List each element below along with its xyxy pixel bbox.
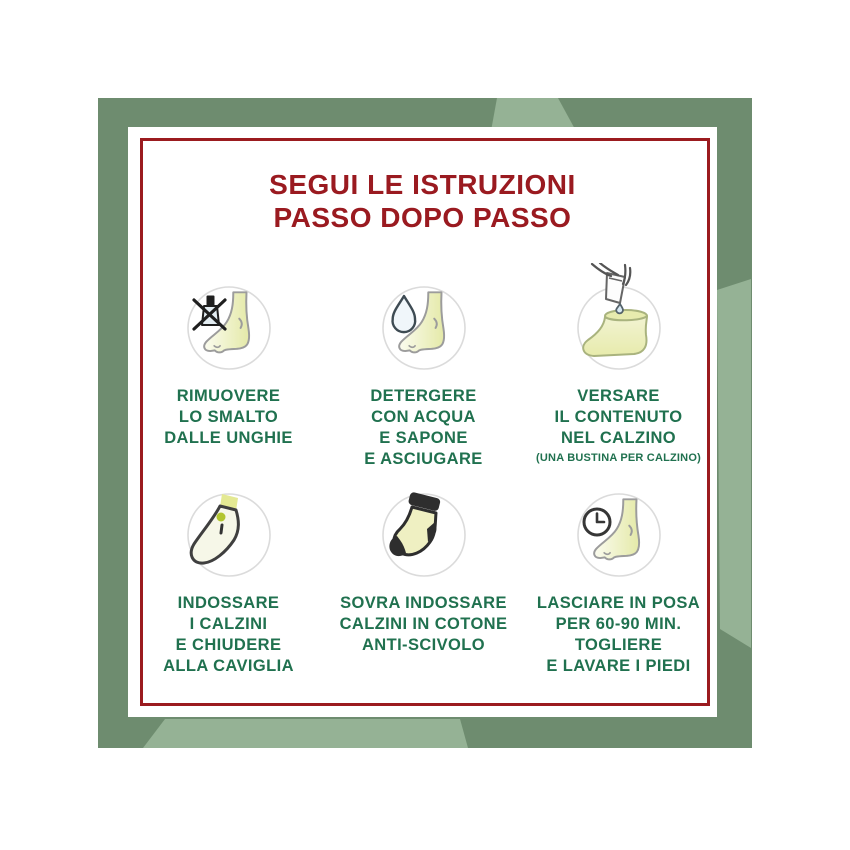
step-2	[326, 286, 521, 470]
foot-water-drop-icon	[359, 263, 489, 393]
poster-title	[128, 168, 717, 234]
step-6-icon-circle	[577, 493, 661, 577]
foot-timer-icon	[554, 470, 684, 600]
frame-light-shape-right	[717, 279, 751, 648]
step-2-icon-circle	[382, 286, 466, 370]
cotton-sock-icon	[359, 470, 489, 600]
step-4	[131, 493, 326, 677]
step-3	[521, 286, 716, 470]
step-4-icon-circle	[187, 493, 271, 577]
pour-sachet-into-sock-icon	[554, 263, 684, 393]
title-line-1: SEGUI LE ISTRUZIONI	[269, 169, 576, 200]
step-6	[521, 493, 716, 677]
instruction-card	[128, 127, 717, 717]
step-5-label: SOVRA INDOSSARE CALZINI IN COTONE ANTI-SCIVOLO	[339, 594, 508, 654]
sock-ankle-closure-icon	[164, 470, 294, 600]
step-1-icon-circle	[187, 286, 271, 370]
step-3-label: VERSARE IL CONTENUTO NEL CALZINO	[554, 387, 683, 447]
step-3-icon-circle	[577, 286, 661, 370]
step-4-label: INDOSSARE I CALZINI E CHIUDERE ALLA CAVIGLIA	[163, 594, 294, 675]
frame-light-shape-bottom	[143, 719, 468, 748]
step-3-note: (UNA BUSTINA PER CALZINO)	[536, 452, 701, 464]
step-1	[131, 286, 326, 470]
step-1-label: RIMUOVERE LO SMALTO DALLE UNGHIE	[164, 387, 293, 447]
steps-grid	[131, 286, 716, 677]
step-2-label: DETERGERE CON ACQUA E SAPONE E ASCIUGARE	[364, 387, 483, 468]
foot-no-polish-icon	[164, 263, 294, 393]
step-5-icon-circle	[382, 493, 466, 577]
step-5	[326, 493, 521, 677]
title-line-2: PASSO DOPO PASSO	[273, 202, 572, 233]
step-6-label: LASCIARE IN POSA PER 60-90 MIN. TOGLIERE E LAVARE I PIEDI	[536, 594, 701, 675]
